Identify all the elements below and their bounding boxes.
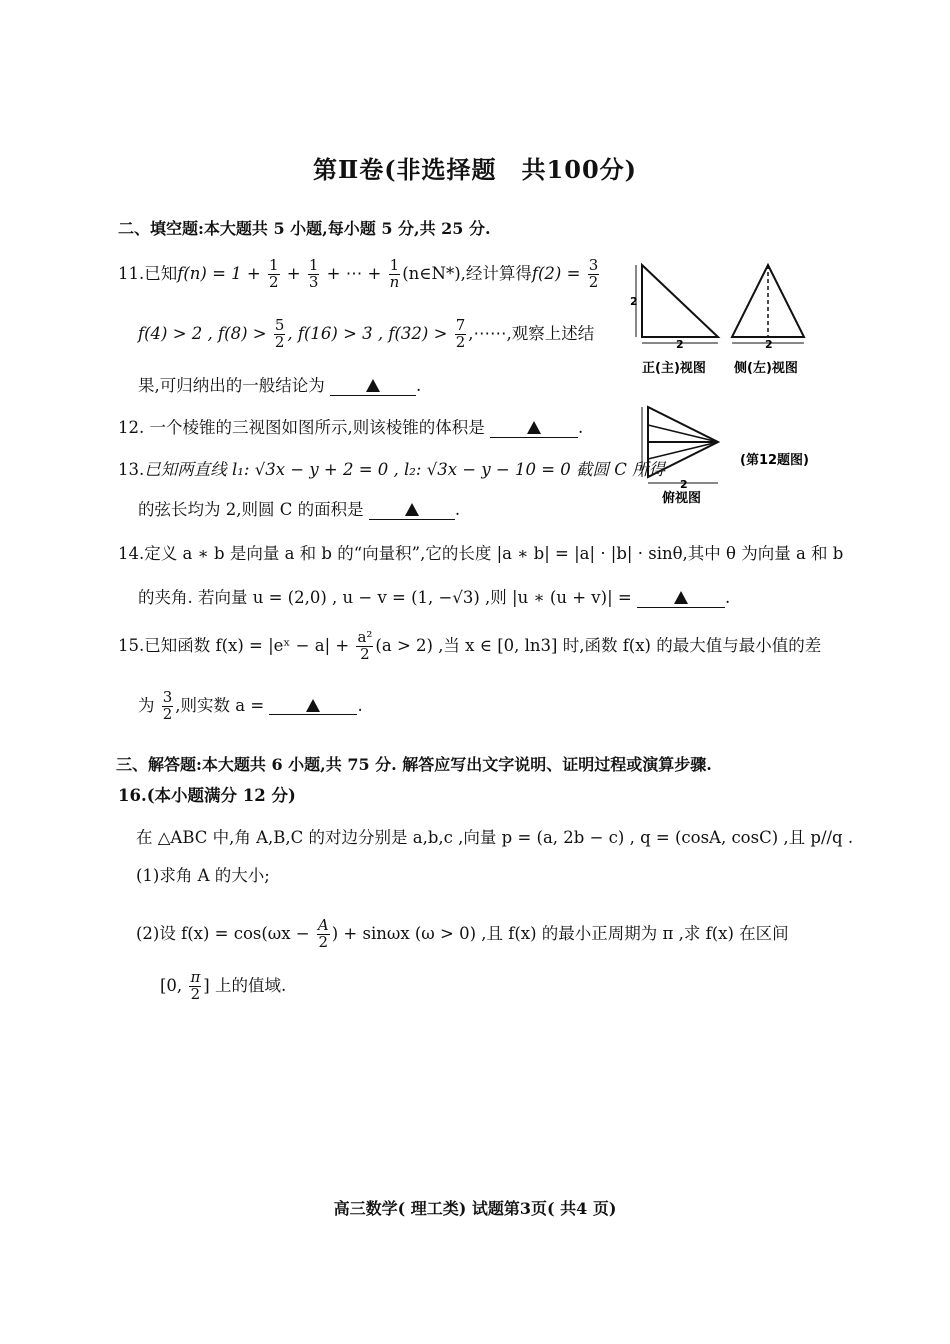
question-12: 12. 一个棱锥的三视图如图所示,则该棱锥的体积是 . (118, 418, 584, 437)
fraction-7-2: $\frac{7}{2}$ (455, 316, 466, 351)
side-view-width-label: 2 (765, 338, 773, 351)
triangle-marker-icon (366, 379, 380, 392)
question-15-line-2: 为 $\frac{3}{2}$ ,则实数 a = . (138, 688, 363, 723)
top-view-width-label: 2 (680, 478, 688, 491)
triangle-marker-icon (306, 699, 320, 712)
question-number: 12. (118, 418, 145, 437)
triangle-marker-icon (527, 421, 541, 434)
triangle-marker-icon (674, 591, 688, 604)
side-view-diagram (732, 265, 804, 343)
fill-in-section-heading: 二、填空题:本大题共 5 小题,每小题 5 分,共 25 分. (118, 219, 491, 238)
triangle-marker-icon (405, 503, 419, 516)
fraction-3-2: $\frac{3}{2}$ (588, 256, 599, 291)
top-view-diagram (642, 407, 718, 483)
section-title: 第Ⅱ卷(非选择题 共100分) (312, 155, 638, 184)
question-16-title: 16.(本小题满分 12 分) (118, 786, 296, 805)
fraction-1-n: $\frac{1}{n}$ (389, 256, 400, 291)
question-13-line-2: 的弦长均为 2,则圆 C 的面积是 . (138, 500, 461, 519)
front-view-label: 正(主)视图 (642, 361, 706, 376)
fraction-1-2: $\frac{1}{2}$ (269, 256, 279, 291)
question-15-line-1: 15.已知函数 f(x) = |eˣ − a| + $\frac{\text{a²}}{2}$ (a > 2) ,当 x ∈ [0, ln3] 时,函数 f(x) 的最大值与最小值的差 (118, 628, 822, 663)
fraction-a2-2: $\frac{\text{a²}}{2}$ (357, 628, 373, 663)
question-16-part-1: (1)求角 A 的大小; (136, 866, 270, 885)
question-number: 11. (118, 263, 145, 283)
page-footer: 高三数学( 理工类) 试题第3页( 共4 页) (333, 1199, 617, 1218)
answer-blank-13[interactable] (369, 502, 455, 520)
question-11-line-2: f(4) > 2 , f(8) > $\frac{5}{2}$ , f(16) > 3 , f(32) > $\frac{7}{2}$ ,⋯⋯,观察上述结 (138, 316, 595, 351)
fraction-5-2: $\frac{5}{2}$ (274, 316, 285, 351)
question-14-line-2: 的夹角. 若向量 u = (2,0) , u − v = (1, −√3) ,则 |u ∗ (u + v)| = . (138, 588, 731, 607)
fraction-3-2: $\frac{3}{2}$ (162, 688, 173, 723)
answer-blank-12[interactable] (490, 420, 578, 438)
question-number: 15. (118, 635, 145, 655)
question-11-line-1: 11.已知f(n) = 1 + $\frac{1}{2}$ + $\frac{1}{3}$ + ⋯ + $\frac{1}{n}$ (n∈N*),经计算得f(2) = $\frac{3}{2}$ (118, 256, 599, 291)
fraction-pi-2: $\frac{\pi}{2}$ (190, 968, 201, 1003)
question-14-line-1: 14.定义 a ∗ b 是向量 a 和 b 的“向量积”,它的长度 |a ∗ b| = |a| · |b| · sinθ,其中 θ 为向量 a 和 b (118, 544, 844, 563)
question-16-part-2: (2)设 f(x) = cos(ωx − $\frac{A}{2}$ ) + sinωx (ω > 0) ,且 f(x) 的最小正周期为 π ,求 f(x) 在区间 (136, 916, 789, 951)
answer-blank-15[interactable] (269, 698, 357, 716)
front-view-width-label: 2 (676, 338, 684, 351)
question-number: 13. (118, 460, 145, 479)
question-13-line-1: 13.已知两直线 l₁: √3x − y + 2 = 0 , l₂: √3x − y − 10 = 0 截圆 C 所得 (118, 460, 666, 479)
front-view-height-label: 2 (630, 295, 638, 308)
fraction-A-2: $\frac{A}{2}$ (317, 916, 329, 951)
answer-blank-11[interactable] (330, 378, 416, 396)
question-11-line-3: 果,可归纳出的一般结论为 . (138, 376, 422, 395)
solution-section-heading: 三、解答题:本大题共 6 小题,共 75 分. 解答应写出文字说明、证明过程或演算步骤. (116, 755, 712, 774)
question-16-stem: 在 △ABC 中,角 A,B,C 的对边分别是 a,b,c ,向量 p = (a, 2b − c) , q = (cosA, cosC) ,且 p//q . (136, 828, 854, 847)
front-view-diagram (636, 265, 718, 343)
fraction-1-3: $\frac{1}{3}$ (308, 256, 319, 291)
question-number: 14. (118, 544, 145, 563)
question-16-part-2-interval: [0, $\frac{\pi}{2}$ ] 上的值域. (160, 968, 287, 1003)
side-view-label: 侧(左)视图 (734, 361, 798, 376)
three-view-figure (628, 255, 828, 505)
answer-blank-14[interactable] (637, 590, 725, 608)
top-view-label: 俯视图 (662, 491, 702, 505)
figure-caption: (第12题图) (740, 453, 809, 468)
